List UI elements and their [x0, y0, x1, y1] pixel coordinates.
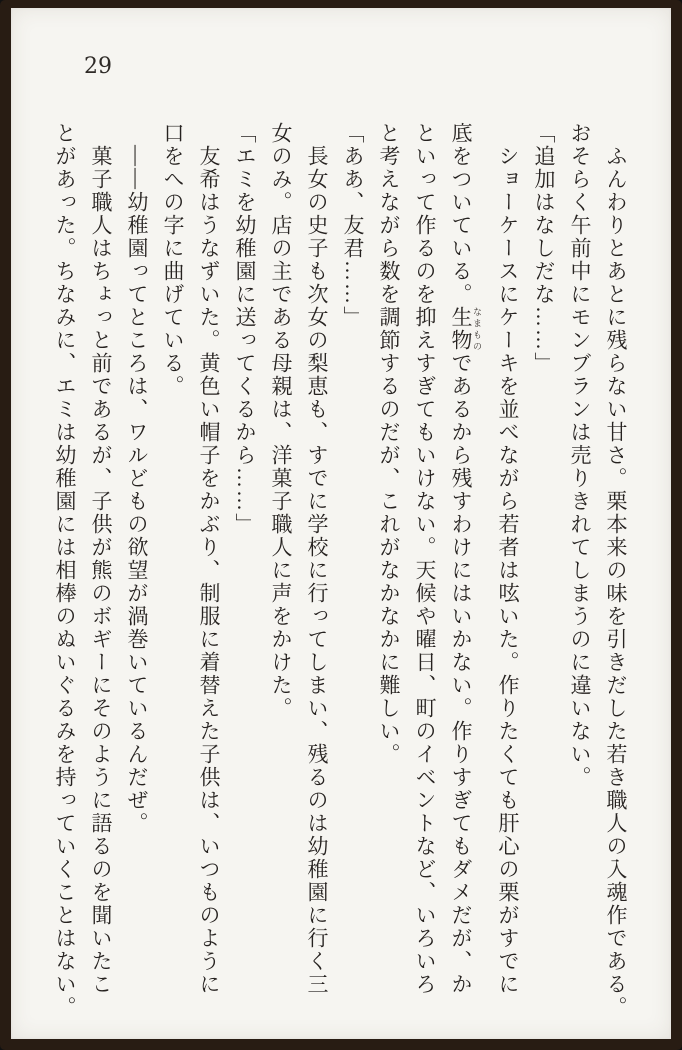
text-column: と考えながら数を調節するのだが、これがなかなかに難しい。	[377, 122, 401, 766]
text-column: ショーケースにケーキを並べながら若者は呟いた。作りたくても肝心の栗がすでに	[496, 145, 520, 996]
page-number: 29	[84, 54, 112, 79]
text-column: 菓子職人はちょっと前であるが、子供が熊のボギーにそのように語るのを聞いたこ	[89, 145, 113, 996]
ruby-annotated-word: 生物 なまもの	[449, 306, 482, 352]
text-column: 「追加はなしだな……」	[532, 122, 556, 375]
text-column: ――幼稚園ってところは、ワルどもの欲望が渦巻いているんだぜ。	[125, 145, 149, 835]
text-column: 女のみ。店の主である母親は、洋菓子職人に声をかけた。	[269, 122, 293, 720]
text-column: 「エミを幼稚園に送ってくるから……」	[233, 122, 257, 536]
text-column: といって作るのを抑えすぎてもいけない。天候や曜日、町のイベントなど、いろいろ	[413, 122, 437, 996]
text-column: 長女の史子も次女の梨恵も、すでに学校に行ってしまい、残るのは幼稚園に行く三	[305, 145, 329, 996]
text-column: 友希はうなずいた。黄色い帽子をかぶり、制服に着替えた子供は、いつものように	[197, 145, 221, 996]
paper	[11, 8, 671, 1039]
text-column: 「ああ、友君……」	[341, 122, 365, 329]
text-column: おそらく午前中にモンブランは売りきれてしまうのに違いない。	[568, 122, 592, 789]
text-column: 口をへの字に曲げている。	[161, 122, 185, 398]
text-column: とがあった。ちなみに、エミは幼稚園には相棒のぬいぐるみを持っていくことはない。	[53, 122, 77, 1019]
text-area	[39, 122, 626, 1034]
text-column: ふんわりとあとに残らない甘さ。栗本来の味を引きだした若き職人の入魂作である。	[604, 145, 628, 1019]
text-column: 底をついている。生物 なまものであるから残すわけにはいかない。作りすぎてもダメだが、か	[449, 122, 482, 996]
